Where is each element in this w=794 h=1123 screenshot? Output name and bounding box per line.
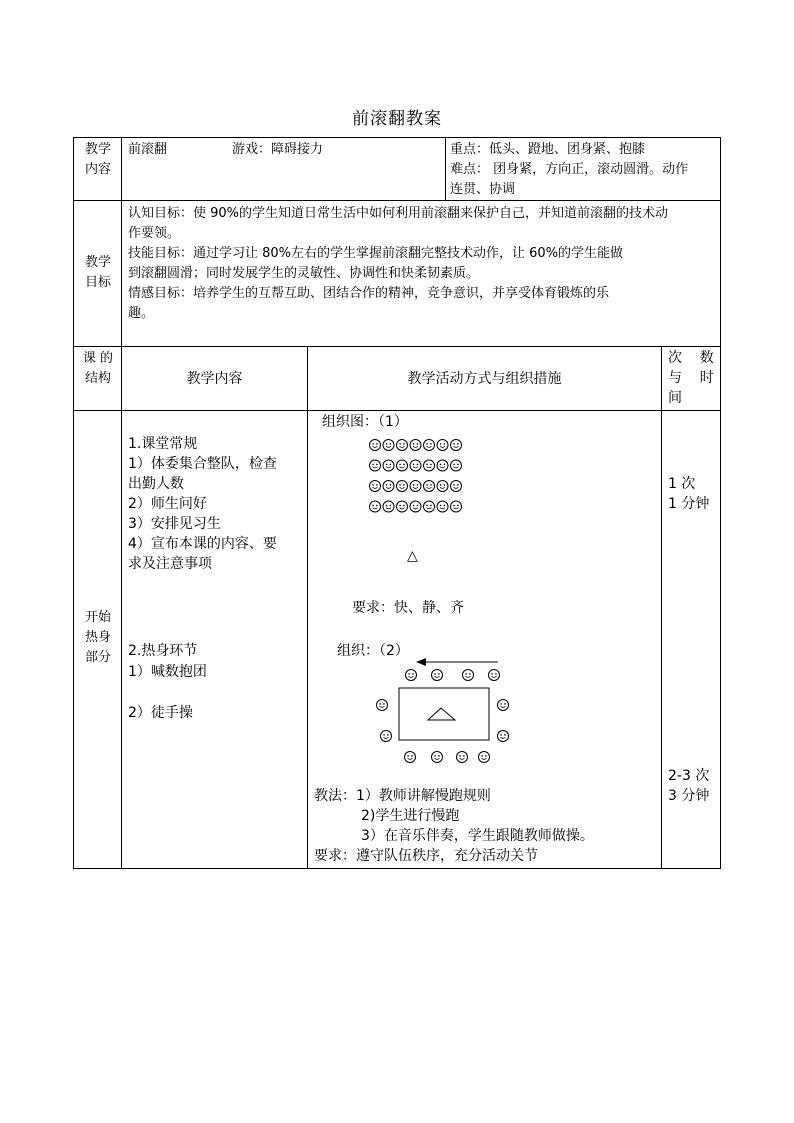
student-face-icon <box>383 460 394 471</box>
method-line: 2)学生进行慢跑 <box>361 808 460 824</box>
student-face-icon <box>437 440 448 451</box>
student-face-icon <box>451 460 462 471</box>
routine-line: 1）体委集合整队，检查 <box>128 456 277 472</box>
arrow-head-icon <box>416 658 426 666</box>
student-face-icon <box>410 481 421 492</box>
student-face-icon <box>397 440 408 451</box>
goal-line: 作要领。 <box>128 226 181 241</box>
times-1-line: 1 次 <box>668 476 696 492</box>
student-face-icon <box>381 731 392 742</box>
goal-line: 情感目标：培养学生的互帮互助、团结合作的精神，竞争意识，并享受体育锻炼的乐 <box>128 286 610 301</box>
routine-line: 3）安排见习生 <box>128 516 221 532</box>
table-border-top <box>73 137 721 138</box>
row1-content: 前滚翻 <box>128 142 168 157</box>
routine-line: 4）宣布本课的内容、要 <box>128 536 277 552</box>
student-face-icon <box>370 501 381 512</box>
student-face-icon <box>383 501 394 512</box>
warmup-title: 2.热身环节 <box>128 643 198 659</box>
warmup-item: 2）徒手操 <box>128 705 193 721</box>
student-face-icon <box>397 460 408 471</box>
student-face-icon <box>424 501 435 512</box>
teacher-symbol: △ <box>407 548 418 564</box>
student-face-icon <box>432 752 443 763</box>
formation-1 <box>369 438 469 518</box>
row1-game: 游戏：障碍接力 <box>232 142 324 157</box>
student-face-icon <box>406 670 417 681</box>
routine-line: 2）师生问好 <box>128 496 207 512</box>
row1-label-line: 内容 <box>84 162 111 177</box>
row1-difficulty: 难点： 团身紧，方向正，滚动圆滑。动作 <box>450 162 689 177</box>
header-structure-line: 课 的 <box>82 351 114 366</box>
row1-difficulty: 连贯、协调 <box>450 182 516 197</box>
student-face-icon <box>424 481 435 492</box>
header-times-line: 间 <box>668 390 682 406</box>
student-face-icon <box>397 481 408 492</box>
student-face-icon <box>370 440 381 451</box>
student-face-icon <box>498 700 509 711</box>
student-face-icon <box>424 460 435 471</box>
method-line: 3）在音乐伴奏，学生跟随教师做操。 <box>361 828 594 844</box>
row3-label-line: 开始 <box>84 610 111 625</box>
method-lines <box>314 786 594 866</box>
student-face-icon <box>451 481 462 492</box>
row2-goals <box>128 204 668 324</box>
student-face-icon <box>383 440 394 451</box>
student-face-icon <box>451 501 462 512</box>
formation-1-svg <box>369 438 469 518</box>
student-face-icon <box>383 481 394 492</box>
row-divider <box>73 346 721 347</box>
row-divider <box>73 200 721 201</box>
row3-label <box>78 608 118 668</box>
goal-line: 趣。 <box>128 306 155 321</box>
requirement-1: 要求：快、静、齐 <box>352 600 464 616</box>
org-diagram-2-label: 组织：（2） <box>337 643 409 659</box>
org-diagram-1-label: 组织图：（1） <box>322 414 408 430</box>
student-face-icon <box>405 752 416 763</box>
col-divider <box>661 346 662 869</box>
student-face-icon <box>463 670 474 681</box>
student-face-icon <box>410 460 421 471</box>
goal-line: 认知目标：使 90%的学生知道日常生活中如何利用前滚翻来保护自己，并知道前滚翻的技术动 <box>128 206 669 221</box>
student-face-icon <box>451 440 462 451</box>
goal-line: 技能目标：通过学习让 80%左右的学生掌握前滚翻完整技术动作，让 60%的学生能做 <box>128 246 624 261</box>
times-2-line: 2-3 次 <box>668 768 710 784</box>
header-content: 教学内容 <box>186 371 243 387</box>
student-face-icon <box>410 440 421 451</box>
row1-label <box>78 140 118 180</box>
student-face-icon <box>370 481 381 492</box>
times-1-line: 1 分钟 <box>668 496 710 512</box>
times-2 <box>668 766 709 806</box>
student-face-icon <box>377 700 388 711</box>
student-face-icon <box>437 501 448 512</box>
field-rectangle <box>399 688 489 740</box>
times-2-line: 3 分钟 <box>668 788 710 804</box>
student-face-icon <box>397 501 408 512</box>
row3-label-line: 热身 <box>84 630 111 645</box>
col-divider <box>445 137 446 201</box>
formation-2-svg <box>370 655 520 770</box>
method-line: 要求：遵守队伍秩序，充分活动关节 <box>314 848 538 864</box>
student-face-icon <box>498 731 509 742</box>
header-structure <box>78 349 118 389</box>
routine-list <box>128 434 277 574</box>
row2-label-line: 目标 <box>84 275 111 290</box>
routine-line: 出勤人数 <box>128 476 184 492</box>
warmup-item: 1）喊数抱团 <box>128 664 207 680</box>
student-face-icon <box>457 752 468 763</box>
row2-label-line: 教学 <box>84 255 111 270</box>
method-line: 教法：1）教师讲解慢跑规则 <box>314 788 491 804</box>
formation-2 <box>370 655 520 770</box>
row1-label-line: 教学 <box>84 142 111 157</box>
table-border-right <box>720 137 721 869</box>
student-face-icon <box>424 440 435 451</box>
student-face-icon <box>432 670 443 681</box>
col-divider <box>307 346 308 869</box>
col-divider <box>121 137 122 869</box>
header-times-line: 与 时 <box>668 370 714 386</box>
header-activity: 教学活动方式与组织措施 <box>407 371 562 387</box>
header-times <box>668 348 714 408</box>
page-title: 前滚翻教案 <box>352 109 442 129</box>
student-face-icon <box>479 752 490 763</box>
times-1 <box>668 474 709 514</box>
table-border-bottom <box>73 868 721 869</box>
student-face-icon <box>410 501 421 512</box>
row3-label-line: 部分 <box>84 650 111 665</box>
student-face-icon <box>437 460 448 471</box>
routine-line: 1.课堂常规 <box>128 436 198 452</box>
row1-key-points: 重点：低头、蹬地、团身紧、抱膝 <box>450 142 646 157</box>
goal-line: 到滚翻圆滑；同时发展学生的灵敏性、协调性和快柔韧素质。 <box>128 266 480 281</box>
student-face-icon <box>489 670 500 681</box>
row2-label <box>78 253 118 293</box>
routine-line: 求及注意事项 <box>128 556 212 572</box>
student-face-icon <box>370 460 381 471</box>
teacher-triangle-icon <box>428 708 455 720</box>
student-face-icon <box>437 481 448 492</box>
row-divider <box>73 410 721 411</box>
header-times-line: 次 数 <box>668 350 714 366</box>
header-structure-line: 结构 <box>84 371 111 386</box>
table-border-left <box>73 137 74 869</box>
